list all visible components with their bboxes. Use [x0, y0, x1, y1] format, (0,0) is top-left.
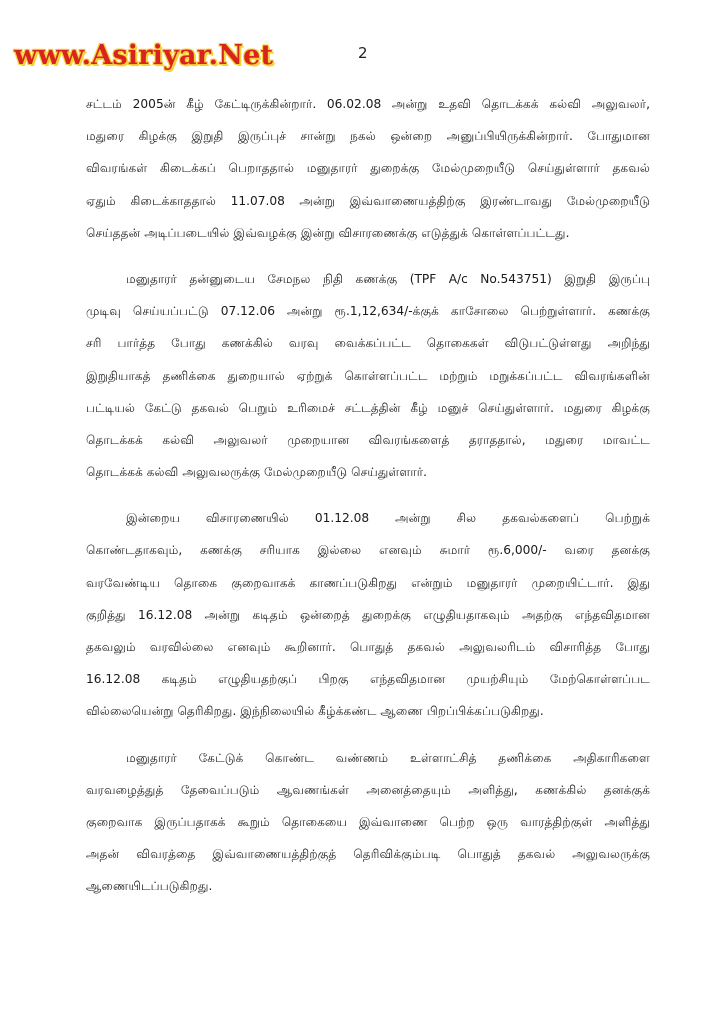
text-line: குறித்து 16.12.08 அன்று கடிதம் ஒன்றைத் துறைக்கு எழுதியதாகவும் அதற்கு எந்தவிதமான [86, 607, 650, 622]
text-line: மனுதாரர் தன்னுடைய சேமநல நிதி கணக்கு (TPF A/c No.543751) இறுதி இருப்பு [126, 271, 650, 286]
text-line: ஏதும் கிடைக்காததால் 11.07.08 அன்று இவ்வாணையத்திற்கு இரண்டாவது மேல்முறையீடு [86, 193, 650, 208]
text-line: அதன் விவரத்தை இவ்வாணையத்திற்குத் தெரிவிக்கும்படி பொதுத் தகவல் அலுவலருக்கு [86, 847, 650, 862]
text-line: மனுதாரர் கேட்டுக் கொண்ட வண்ணம் உள்ளாட்சித் தணிக்கை அதிகாரிகளை [126, 750, 650, 765]
text-line: வரவேண்டிய தொகை குறைவாகக் காணப்படுகிறது என்றும் மனுதாரர் முறையிட்டார். இது [86, 575, 650, 590]
text-line: தொடக்கக் கல்வி அலுவலர் முறையான விவரங்களைத் தராததால், மதுரை மாவட்ட [86, 432, 650, 447]
text-line: செய்ததன் அடிப்படையில் இவ்வழக்கு இன்று விசாரணைக்கு எடுத்துக் கொள்ளப்பட்டது. [86, 225, 570, 240]
text-line: தகவலும் வரவில்லை எனவும் கூறினார். பொதுத் தகவல் அலுவலரிடம் விசாரித்த போது [86, 640, 650, 654]
paragraph-1 [86, 88, 650, 249]
text-line: தொடக்கக் கல்வி அலுவலருக்கு மேல்முறையீடு செய்துள்ளார். [86, 465, 428, 480]
text-line: முடிவு செய்யப்பட்டு 07.12.06 அன்று ரூ.1,12,634/-க்குக் காசோலை பெற்றுள்ளார். கணக்கு [86, 304, 650, 319]
text-line: இறுதியாகத் தணிக்கை துறையால் ஏற்றுக் கொள்ளப்பட்ட மற்றும் மறுக்கப்பட்ட விவரங்களின் [86, 368, 650, 383]
text-line: சட்டம் 2005ன் கீழ் கேட்டிருக்கின்றார். 06.02.08 அன்று உதவி தொடக்கக் கல்வி அலுவலர், [86, 97, 650, 111]
paragraph-3 [86, 502, 650, 727]
text-line: இன்றைய விசாரணையில் 01.12.08 அன்று சில தகவல்களைப் பெற்றுக் [126, 511, 650, 526]
watermark-logo: www.Asiriyar.Net [14, 40, 274, 71]
page-number: 2 [358, 44, 368, 62]
paragraph-2 [86, 263, 650, 488]
paragraph-4 [86, 742, 650, 903]
text-line: சரி பார்த்த போது கணக்கில் வரவு வைக்கப்பட்ட தொகைகள் விடுபட்டுள்ளது அறிந்து [86, 336, 650, 351]
text-line: கொண்டதாகவும், கணக்கு சரியாக இல்லை எனவும் சுமார் ரூ.6,000/- வரை தனக்கு [86, 543, 650, 558]
text-line: வில்லையென்று தெரிகிறது. இந்நிலையில் கீழ்க்கண்ட ஆணை பிறப்பிக்கப்படுகிறது. [86, 704, 544, 719]
text-line: பட்டியல் கேட்டு தகவல் பெறும் உரிமைச் சட்டத்தின் கீழ் மனுச் செய்துள்ளார். மதுரை கிழக்கு [86, 400, 650, 415]
text-line: குறைவாக இருப்பதாகக் கூறும் தொகையை இவ்வாணை பெற்ற ஒரு வாரத்திற்குள் அளித்து [86, 814, 650, 829]
text-line: மதுரை கிழக்கு இறுதி இருப்புச் சான்று நகல் ஒன்றை அனுப்பியிருக்கின்றார். போதுமான [86, 129, 650, 144]
text-line: ஆணையிடப்படுகிறது. [86, 879, 213, 894]
text-line: விவரங்கள் கிடைக்கப் பெறாததால் மனுதாரர் துறைக்கு மேல்முறையீடு செய்துள்ளார் தகவல் [86, 161, 650, 176]
text-line: வரவழைத்துத் தேவைப்படும் ஆவணங்கள் அனைத்தையும் அளித்து, கணக்கில் தனக்குக் [86, 782, 650, 797]
text-line: 16.12.08 கடிதம் எழுதியதற்குப் பிறகு எந்தவிதமான முயற்சியும் மேற்கொள்ளப்பட [86, 672, 650, 687]
document-body [86, 88, 650, 903]
